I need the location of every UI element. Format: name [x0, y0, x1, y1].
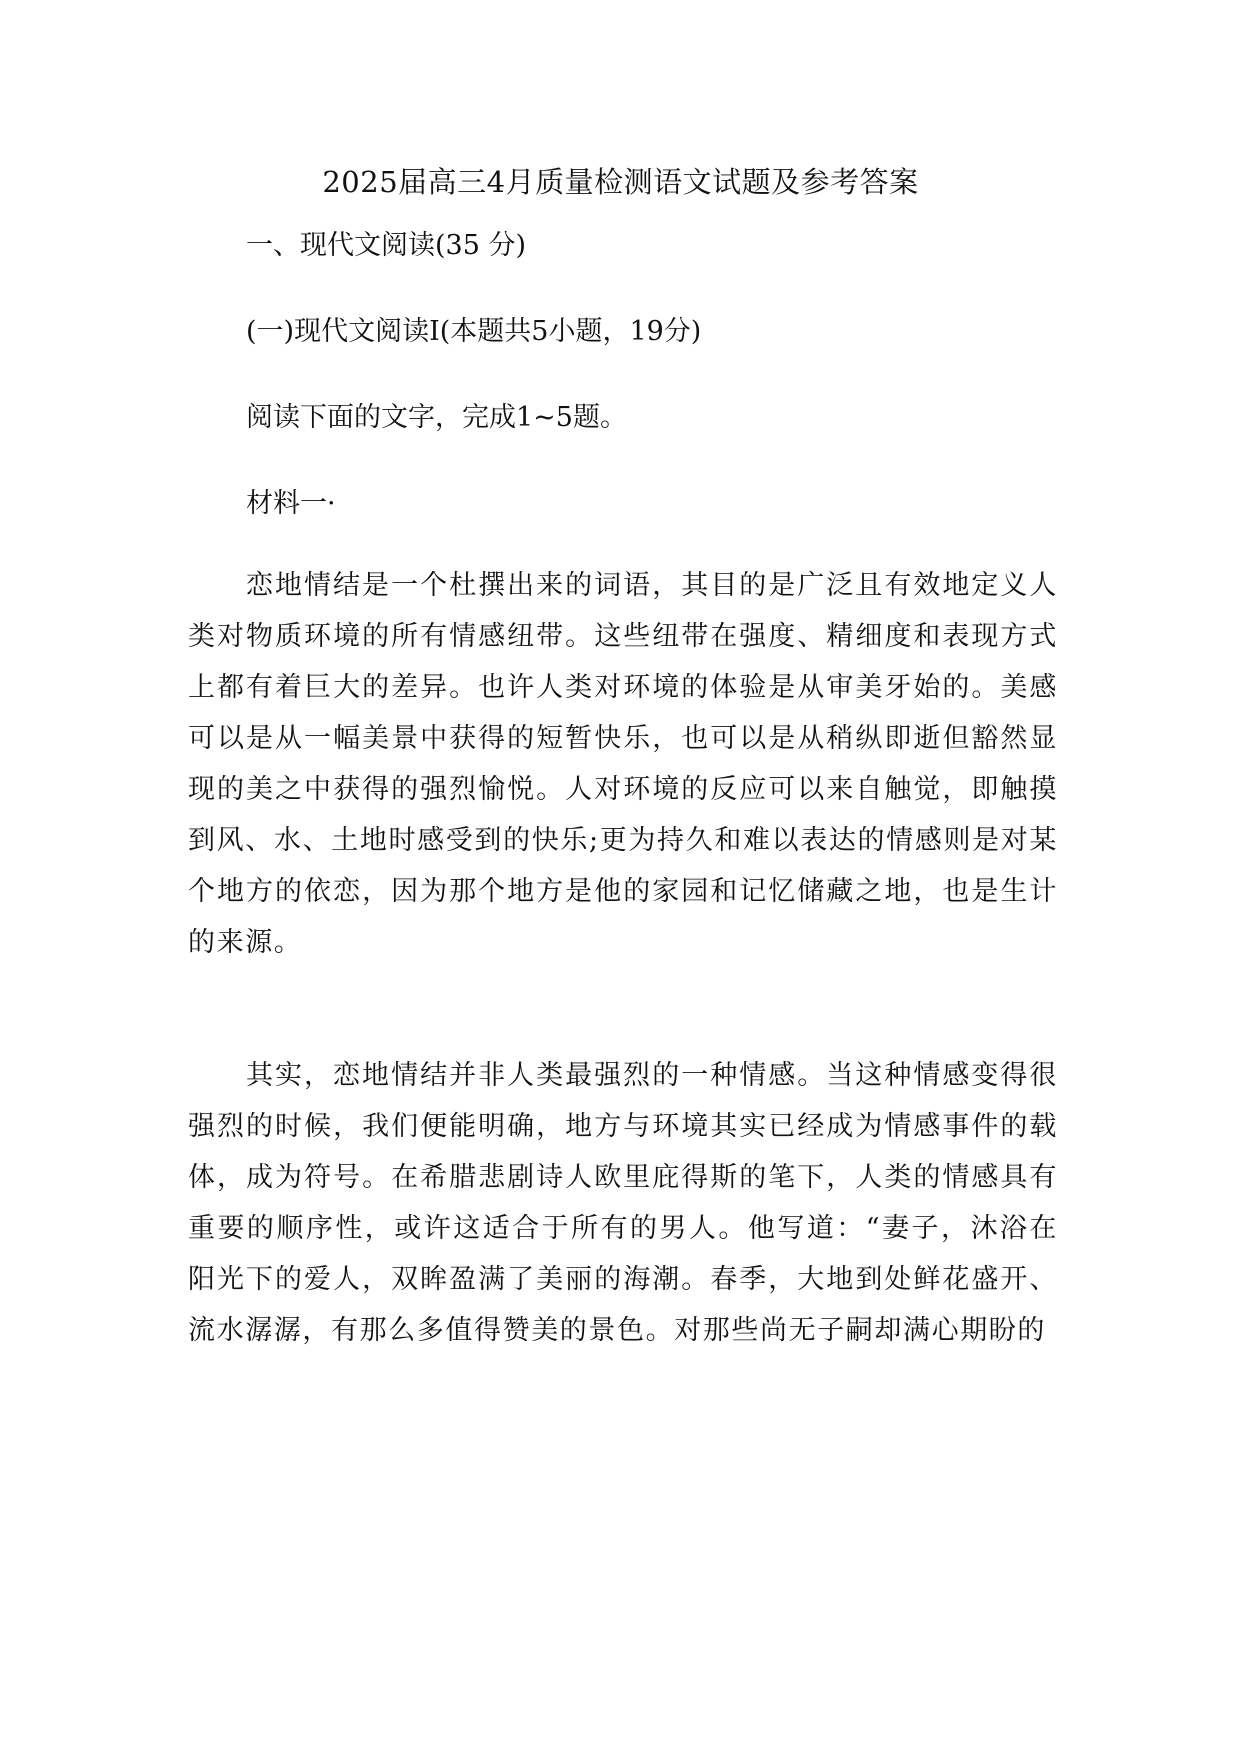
subsection-heading: (一)现代文阅读Ⅰ(本题共5小题，19分) [246, 316, 702, 347]
body-paragraph-1: 恋地情结是一个杜撰出来的词语，其目的是广泛且有效地定义人类对物质环境的所有情感纽带。这些纽带在强度、精细度和表现方式上都有着巨大的差异。也许人类对环境的体验是从审美牙始的。美感可以是从一幅美景中获得的短暂快乐，也可以是从稍纵即逝但豁然显现的美之中获得的强烈愉悦。人对环境的反应可以来自触觉，即触摸到风、水、土地时感受到的快乐;更为持久和难以表达的情感则是对某个地方的依恋，因为那个地方是他的家园和记忆储藏之地，也是生计的来源。 [188, 570, 1058, 958]
document-title: 2025届高三4月质量检测语文试题及参考答案 [322, 165, 919, 199]
body-paragraph-2: 其实，恋地情结并非人类最强烈的一种情感。当这种情感变得很强烈的时候，我们便能明确，地方与环境其实已经成为情感事件的载体，成为符号。在希腊悲剧诗人欧里庇得斯的笔下，人类的情感具有重要的顺序性，或许这适合于所有的男人。他写道：“妻子，沐浴在阳光下的爱人，双眸盈满了美丽的海潮。春季，大地到处鲜花盛开、流水潺潺，有那么多值得赞美的景色。对那些尚无子嗣却满心期盼的 [188, 1060, 1058, 1346]
instruction-text: 阅读下面的文字，完成1~5题。 [246, 402, 627, 433]
section-heading: 一、现代文阅读(35 分) [246, 230, 527, 261]
material-label: 材料一· [246, 488, 336, 519]
